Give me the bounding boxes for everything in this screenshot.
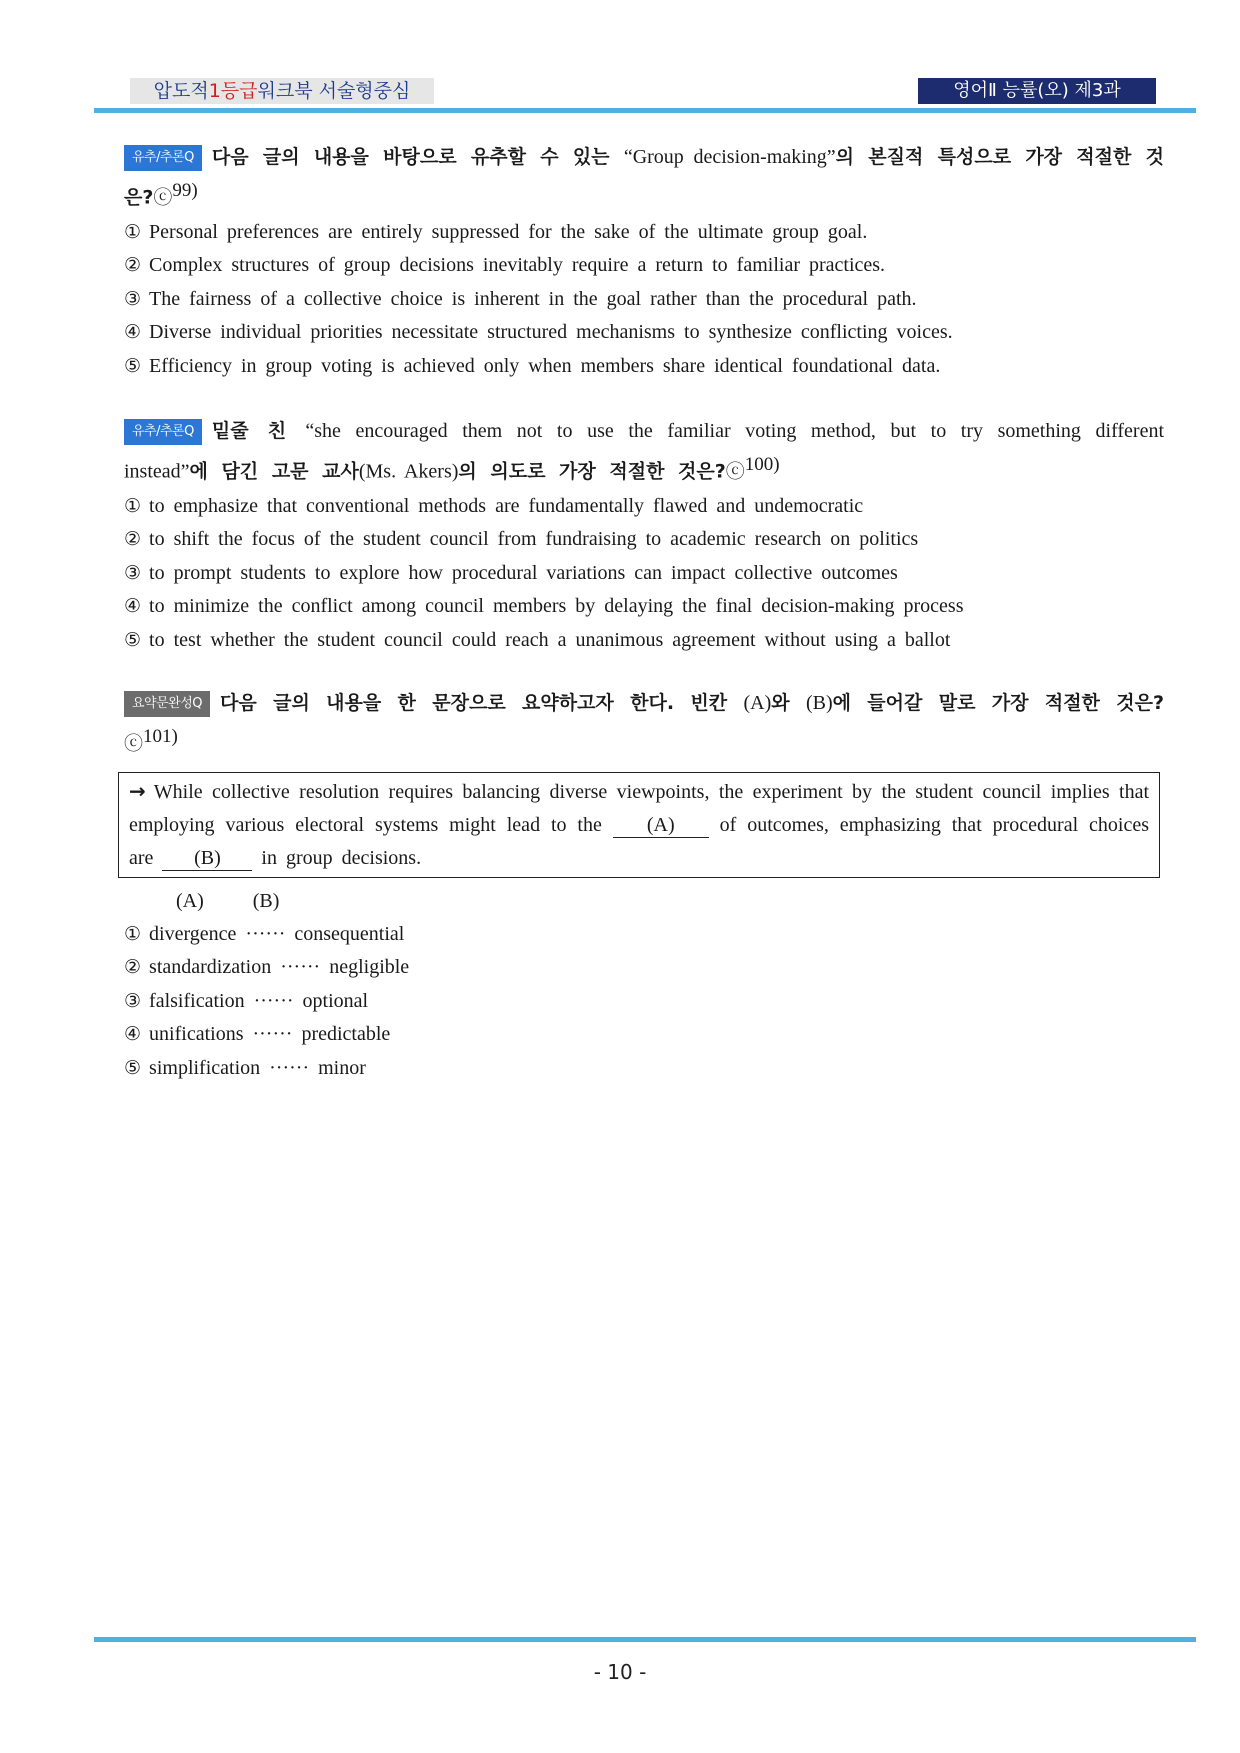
stem-label: (B) [805, 692, 833, 714]
option-number: ① [124, 494, 142, 517]
option-text: to test whether the student council could reach a unanimous agreement without using a ballot [149, 628, 951, 651]
option-number: ② [124, 528, 142, 551]
header-divider [94, 108, 1196, 113]
answer-option[interactable] [124, 283, 1164, 317]
option-text: to emphasize that conventional methods are fundamentally flawed and undemocratic [149, 494, 864, 517]
option-b: optional [302, 989, 369, 1012]
answer-option[interactable] [124, 249, 1164, 283]
stem-quote: “she encouraged them not to use the familiar voting method, but to try something different instead” [124, 420, 1164, 483]
option-text: The fairness of a collective choice is inherent in the goal rather than the procedural path. [149, 287, 917, 310]
answer-option[interactable] [124, 1052, 1164, 1086]
footnote-ref: 101) [143, 726, 178, 747]
option-number: ④ [124, 1023, 142, 1046]
summary-text: of outcomes, emphasizing that procedural choices are [129, 813, 1150, 869]
stem-text: 다음 글의 내용을 한 문장으로 요약하고자 한다. 빈칸 [220, 692, 744, 714]
blank-b: (B) [162, 846, 252, 871]
option-a: falsification [149, 989, 245, 1012]
stem-text: 와 [771, 692, 806, 714]
option-number: ② [124, 254, 142, 277]
option-separator: ······ [280, 956, 321, 979]
question-type-badge: 요약문완성Q [124, 691, 210, 717]
answer-option[interactable] [124, 590, 1164, 624]
summary-text: in group decisions. [261, 846, 422, 869]
option-number: ① [124, 220, 142, 243]
option-text: Efficiency in group voting is achieved only when members share identical foundational data. [149, 354, 941, 377]
answer-option[interactable] [124, 985, 1164, 1019]
option-number: ④ [124, 321, 142, 344]
arrow-icon: → [129, 778, 146, 803]
option-number: ⑤ [124, 628, 142, 651]
option-text: Diverse individual priorities necessitate structured mechanisms to synthesize conflicting voices. [149, 321, 953, 344]
summary-box [118, 772, 1160, 878]
option-text: Complex structures of group decisions inevitably require a return to familiar practices. [149, 254, 886, 277]
answer-option[interactable] [124, 216, 1164, 250]
stem-quote: “Group decision-making” [623, 146, 836, 168]
lesson-label: 영어Ⅱ 능률(오) 제3과 [918, 78, 1156, 104]
question-stem [124, 140, 1164, 216]
option-separator: ······ [269, 1056, 310, 1079]
option-a: standardization [149, 956, 272, 979]
question-stem [124, 686, 1164, 762]
stem-text: 의 의도로 가장 적절한 것은? [458, 460, 726, 483]
title-suffix: 워크북 서술형중심 [257, 80, 411, 102]
option-b: consequential [294, 922, 405, 945]
option-number: ③ [124, 561, 142, 584]
footnote-ref: 100) [744, 454, 780, 475]
stem-text: 에 담긴 고문 교사 [189, 460, 359, 483]
summary-text: While collective resolution requires balancing diverse viewpoints, the experiment by the student council implies that employing various electoral systems might lead to the [129, 780, 1149, 836]
option-number: ⑤ [124, 354, 142, 377]
column-a-label: (A) [176, 889, 204, 912]
option-number: ② [124, 956, 142, 979]
footnote-ref: 99) [172, 180, 198, 201]
stem-text: 에 들어갈 말로 가장 적절한 것은? [832, 692, 1164, 714]
answer-option[interactable] [124, 490, 1164, 524]
workbook-title [130, 78, 434, 104]
answer-options [124, 918, 1164, 1086]
footer-divider [94, 1637, 1196, 1642]
title-highlight: 1등급 [208, 80, 258, 102]
option-a: divergence [149, 922, 237, 945]
answer-option[interactable] [124, 951, 1164, 985]
option-separator: ······ [245, 922, 286, 945]
option-number: ① [124, 922, 142, 945]
option-b: minor [318, 1056, 366, 1079]
option-separator: ······ [253, 989, 294, 1012]
blank-a: (A) [613, 813, 709, 838]
column-b-label: (B) [252, 889, 280, 912]
question-101 [124, 686, 1164, 1085]
answer-option[interactable] [124, 1018, 1164, 1052]
option-a: unifications [149, 1023, 244, 1046]
question-100 [124, 414, 1164, 657]
title-prefix: 압도적 [153, 80, 209, 102]
question-type-badge: 유추/추론Q [124, 419, 202, 445]
option-b: negligible [329, 956, 410, 979]
stem-label: (A) [743, 692, 772, 714]
question-99 [124, 140, 1164, 383]
answer-option[interactable] [124, 624, 1164, 658]
answer-option[interactable] [124, 350, 1164, 384]
answer-option[interactable] [124, 316, 1164, 350]
answer-options [124, 490, 1164, 658]
answer-option[interactable] [124, 557, 1164, 591]
page-number: - 10 - [593, 1660, 647, 1684]
answer-option[interactable] [124, 523, 1164, 557]
question-stem [124, 414, 1164, 490]
stem-text: 다음 글의 내용을 바탕으로 유추할 수 있는 [211, 146, 624, 168]
option-number: ③ [124, 287, 142, 310]
stem-text: 밑줄 친 [211, 420, 306, 442]
answer-option[interactable] [124, 918, 1164, 952]
option-text: to minimize the conflict among council members by delaying the final decision-making process [149, 595, 964, 618]
option-number: ③ [124, 989, 142, 1012]
option-separator: ······ [252, 1023, 293, 1046]
answer-options [124, 216, 1164, 384]
answer-columns-header [176, 884, 1164, 918]
option-text: to prompt students to explore how procedural variations can impact collective outcomes [149, 561, 898, 584]
stem-name: (Ms. Akers) [358, 460, 459, 483]
option-text: to shift the focus of the student council from fundraising to academic research on politics [149, 528, 919, 551]
copyright-mark: ⓒ [725, 461, 745, 483]
copyright-mark: ⓒ [153, 187, 173, 209]
copyright-mark: ⓒ [124, 733, 144, 755]
option-number: ⑤ [124, 1056, 142, 1079]
option-text: Personal preferences are entirely suppressed for the sake of the ultimate group goal. [149, 220, 868, 243]
stem-text: 의 본질적 특성으로 가장 적절한 것은? [124, 146, 1164, 209]
option-a: simplification [149, 1056, 261, 1079]
question-type-badge: 유추/추론Q [124, 145, 202, 171]
option-number: ④ [124, 595, 142, 618]
option-b: predictable [301, 1023, 391, 1046]
